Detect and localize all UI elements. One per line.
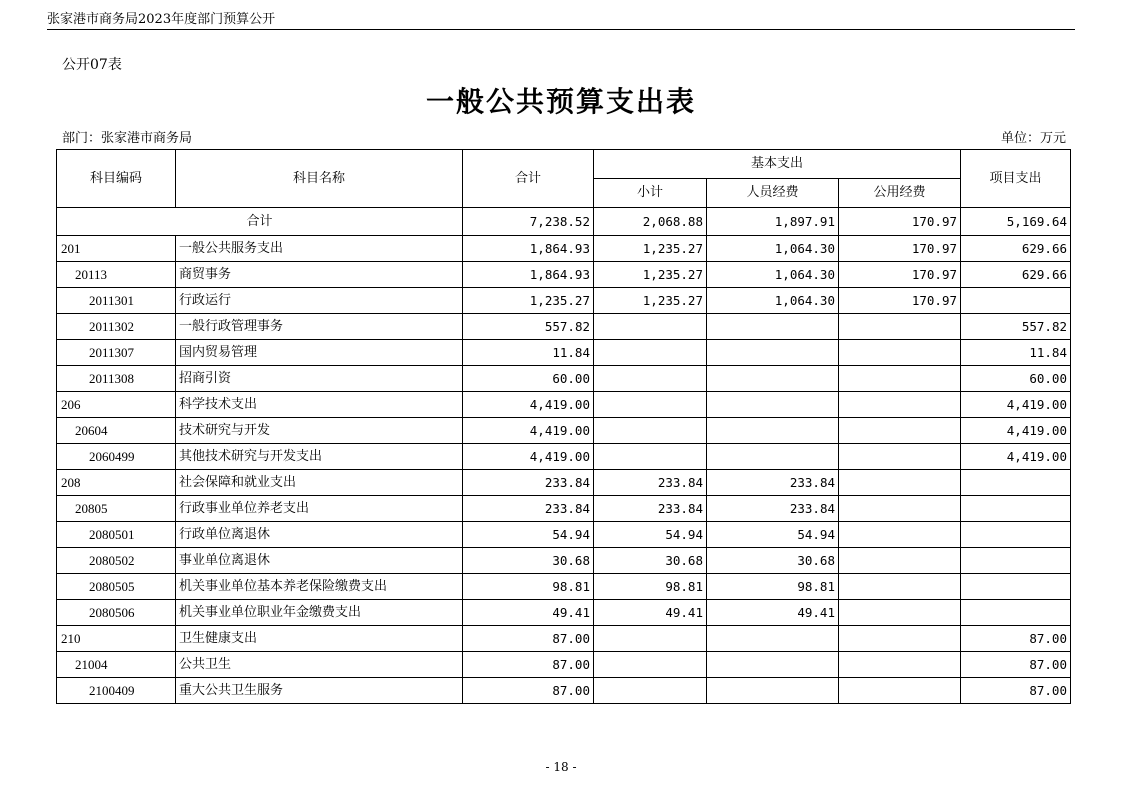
page-title: 一般公共预算支出表	[425, 85, 696, 118]
project-cell: 4,419.00	[961, 418, 1071, 444]
name-cell: 社会保障和就业支出	[176, 470, 463, 496]
header-project: 项目支出	[961, 150, 1071, 208]
header-personnel: 人员经费	[707, 179, 839, 208]
personnel-cell: 98.81	[707, 574, 839, 600]
table-row	[57, 288, 1071, 314]
personnel-cell: 233.84	[707, 470, 839, 496]
running-header: 张家港市商务局2023年度部门预算公开	[47, 12, 276, 27]
table-row	[57, 340, 1071, 366]
code-cell: 2011302	[57, 314, 176, 340]
table-row	[57, 574, 1071, 600]
header-total: 合计	[463, 150, 594, 208]
code-cell: 210	[57, 626, 176, 652]
project-cell: 4,419.00	[961, 392, 1071, 418]
total-cell: 7,238.52	[463, 208, 594, 236]
subtotal-cell: 54.94	[594, 522, 707, 548]
project-cell: 629.66	[961, 262, 1071, 288]
total-cell: 54.94	[463, 522, 594, 548]
name-cell: 科学技术支出	[176, 392, 463, 418]
public-cell: 170.97	[839, 236, 961, 262]
project-cell	[961, 496, 1071, 522]
table-row	[57, 678, 1071, 704]
personnel-cell: 1,064.30	[707, 236, 839, 262]
total-cell: 557.82	[463, 314, 594, 340]
subtotal-cell: 30.68	[594, 548, 707, 574]
total-cell: 233.84	[463, 470, 594, 496]
total-cell: 233.84	[463, 496, 594, 522]
name-cell: 公共卫生	[176, 652, 463, 678]
public-cell: 170.97	[839, 208, 961, 236]
subtotal-cell: 98.81	[594, 574, 707, 600]
public-cell: 170.97	[839, 262, 961, 288]
public-cell	[839, 574, 961, 600]
personnel-cell	[707, 626, 839, 652]
name-cell: 国内贸易管理	[176, 340, 463, 366]
total-cell: 1,864.93	[463, 236, 594, 262]
personnel-cell: 233.84	[707, 496, 839, 522]
public-cell	[839, 366, 961, 392]
total-cell: 49.41	[463, 600, 594, 626]
total-cell: 87.00	[463, 678, 594, 704]
project-cell	[961, 574, 1071, 600]
public-cell	[839, 418, 961, 444]
personnel-cell: 1,897.91	[707, 208, 839, 236]
code-cell: 2080502	[57, 548, 176, 574]
public-cell	[839, 470, 961, 496]
name-cell: 一般公共服务支出	[176, 236, 463, 262]
personnel-cell	[707, 340, 839, 366]
project-cell	[961, 522, 1071, 548]
total-row	[57, 208, 1071, 236]
personnel-cell	[707, 392, 839, 418]
code-cell: 2060499	[57, 444, 176, 470]
personnel-cell	[707, 444, 839, 470]
header-code: 科目编码	[57, 150, 176, 208]
public-cell	[839, 314, 961, 340]
name-cell: 一般行政管理事务	[176, 314, 463, 340]
subtotal-cell	[594, 392, 707, 418]
public-cell: 170.97	[839, 288, 961, 314]
public-cell	[839, 600, 961, 626]
name-cell: 行政运行	[176, 288, 463, 314]
unit-label: 单位：万元	[1000, 131, 1066, 146]
personnel-cell	[707, 418, 839, 444]
table-row	[57, 626, 1071, 652]
total-cell: 4,419.00	[463, 392, 594, 418]
total-cell: 87.00	[463, 652, 594, 678]
table-row	[57, 470, 1071, 496]
subtotal-cell	[594, 366, 707, 392]
table-row	[57, 418, 1071, 444]
subtotal-cell: 1,235.27	[594, 288, 707, 314]
project-cell: 60.00	[961, 366, 1071, 392]
total-label: 合计	[57, 208, 463, 236]
project-cell: 87.00	[961, 652, 1071, 678]
project-cell	[961, 600, 1071, 626]
table-row	[57, 600, 1071, 626]
header-subtotal: 小计	[594, 179, 707, 208]
public-cell	[839, 522, 961, 548]
subtotal-cell	[594, 652, 707, 678]
code-cell: 2080501	[57, 522, 176, 548]
subtotal-cell: 1,235.27	[594, 262, 707, 288]
subtotal-cell: 49.41	[594, 600, 707, 626]
code-cell: 2080505	[57, 574, 176, 600]
subtotal-cell: 233.84	[594, 470, 707, 496]
personnel-cell: 1,064.30	[707, 262, 839, 288]
total-cell: 4,419.00	[463, 444, 594, 470]
public-cell	[839, 652, 961, 678]
code-cell: 2011301	[57, 288, 176, 314]
public-cell	[839, 678, 961, 704]
table-row	[57, 236, 1071, 262]
name-cell: 其他技术研究与开发支出	[176, 444, 463, 470]
total-cell: 11.84	[463, 340, 594, 366]
subtotal-cell: 233.84	[594, 496, 707, 522]
project-cell: 557.82	[961, 314, 1071, 340]
project-cell	[961, 288, 1071, 314]
subtotal-cell	[594, 626, 707, 652]
header-public: 公用经费	[839, 179, 961, 208]
personnel-cell	[707, 652, 839, 678]
public-cell	[839, 392, 961, 418]
code-cell: 2011308	[57, 366, 176, 392]
total-cell: 1,235.27	[463, 288, 594, 314]
code-cell: 20604	[57, 418, 176, 444]
name-cell: 行政单位离退休	[176, 522, 463, 548]
project-cell: 87.00	[961, 626, 1071, 652]
personnel-cell	[707, 678, 839, 704]
project-cell: 4,419.00	[961, 444, 1071, 470]
name-cell: 技术研究与开发	[176, 418, 463, 444]
table-row	[57, 262, 1071, 288]
total-cell: 4,419.00	[463, 418, 594, 444]
code-cell: 206	[57, 392, 176, 418]
name-cell: 行政事业单位养老支出	[176, 496, 463, 522]
total-cell: 60.00	[463, 366, 594, 392]
code-cell: 20805	[57, 496, 176, 522]
personnel-cell: 54.94	[707, 522, 839, 548]
table-row	[57, 314, 1071, 340]
code-cell: 20113	[57, 262, 176, 288]
project-cell	[961, 548, 1071, 574]
table-row	[57, 548, 1071, 574]
header-basic-group: 基本支出	[594, 150, 961, 179]
name-cell: 事业单位离退休	[176, 548, 463, 574]
code-cell: 21004	[57, 652, 176, 678]
subtotal-cell	[594, 418, 707, 444]
public-cell	[839, 444, 961, 470]
subtotal-cell	[594, 314, 707, 340]
total-cell: 1,864.93	[463, 262, 594, 288]
department-label: 部门：张家港市商务局	[62, 131, 193, 146]
name-cell: 卫生健康支出	[176, 626, 463, 652]
name-cell: 商贸事务	[176, 262, 463, 288]
personnel-cell	[707, 314, 839, 340]
project-cell: 11.84	[961, 340, 1071, 366]
table-row	[57, 496, 1071, 522]
name-cell: 招商引资	[176, 366, 463, 392]
personnel-cell: 30.68	[707, 548, 839, 574]
code-cell: 2011307	[57, 340, 176, 366]
name-cell: 重大公共卫生服务	[176, 678, 463, 704]
public-cell	[839, 626, 961, 652]
code-cell: 2100409	[57, 678, 176, 704]
project-cell: 629.66	[961, 236, 1071, 262]
table-number: 公开07表	[62, 57, 122, 73]
public-cell	[839, 496, 961, 522]
project-cell: 5,169.64	[961, 208, 1071, 236]
personnel-cell: 1,064.30	[707, 288, 839, 314]
table-row	[57, 522, 1071, 548]
total-cell: 98.81	[463, 574, 594, 600]
project-cell	[961, 470, 1071, 496]
subtotal-cell	[594, 678, 707, 704]
table-row	[57, 444, 1071, 470]
table-row	[57, 652, 1071, 678]
code-cell: 2080506	[57, 600, 176, 626]
budget-table	[56, 149, 1071, 704]
name-cell: 机关事业单位职业年金缴费支出	[176, 600, 463, 626]
code-cell: 201	[57, 236, 176, 262]
header-rule	[47, 29, 1075, 30]
header-name: 科目名称	[176, 150, 463, 208]
page-number: - 18 -	[545, 760, 577, 774]
table-row	[57, 392, 1071, 418]
total-cell: 87.00	[463, 626, 594, 652]
code-cell: 208	[57, 470, 176, 496]
project-cell: 87.00	[961, 678, 1071, 704]
subtotal-cell	[594, 340, 707, 366]
subtotal-cell: 1,235.27	[594, 236, 707, 262]
table-row	[57, 366, 1071, 392]
name-cell: 机关事业单位基本养老保险缴费支出	[176, 574, 463, 600]
subtotal-cell: 2,068.88	[594, 208, 707, 236]
personnel-cell: 49.41	[707, 600, 839, 626]
public-cell	[839, 340, 961, 366]
total-cell: 30.68	[463, 548, 594, 574]
subtotal-cell	[594, 444, 707, 470]
public-cell	[839, 548, 961, 574]
personnel-cell	[707, 366, 839, 392]
